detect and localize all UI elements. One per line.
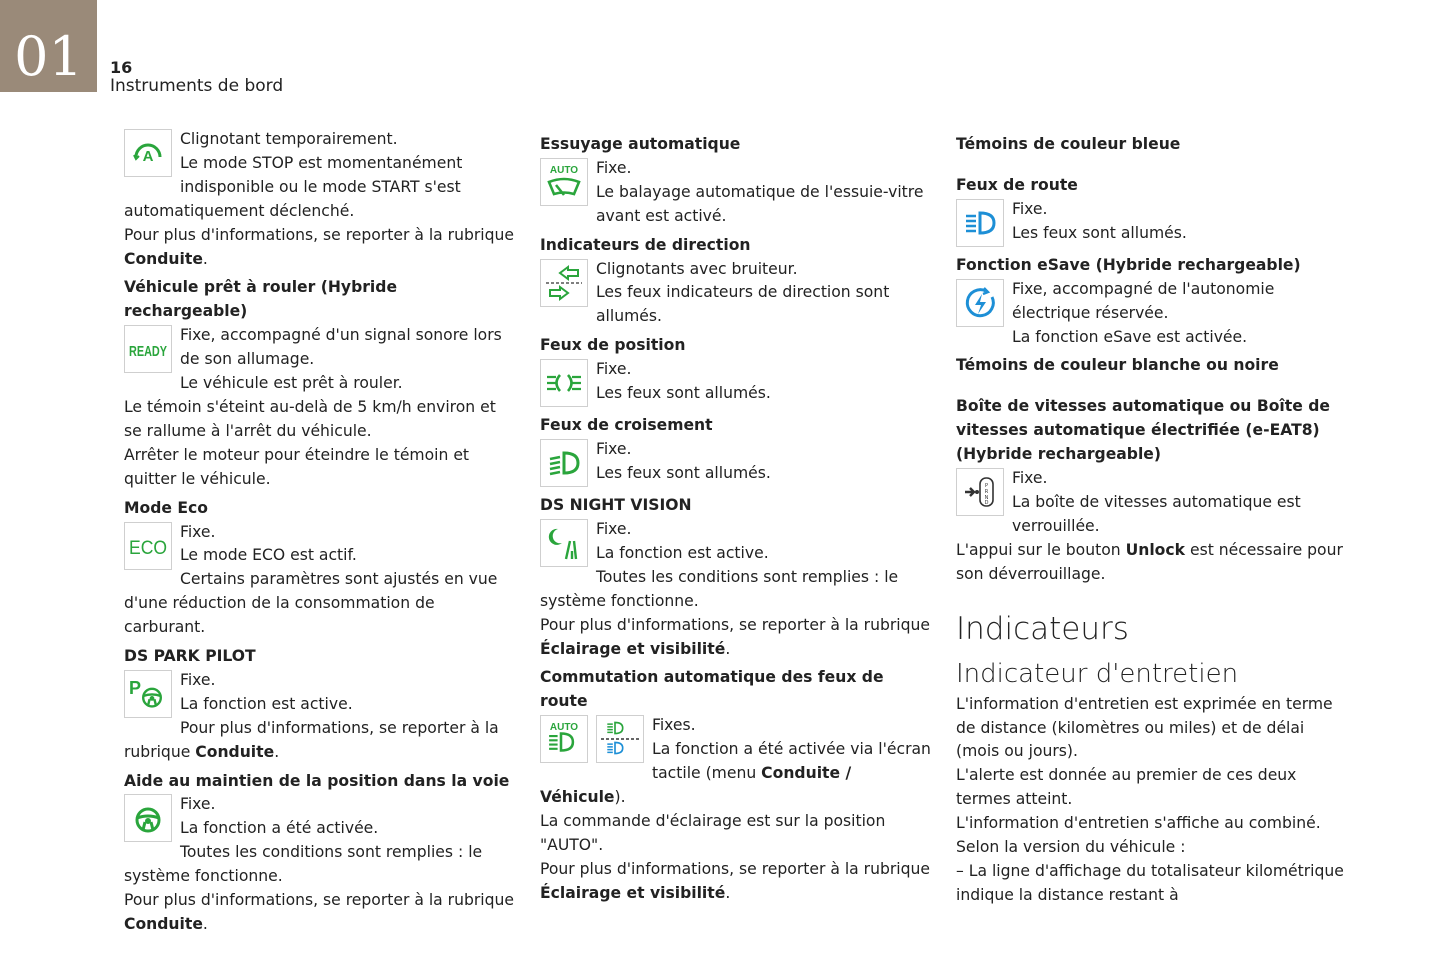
text: Pour plus d'informations, se reporter à la rubrique [540, 615, 930, 634]
paragraph [540, 518, 932, 542]
indicator-entry [956, 693, 1348, 908]
paragraph [540, 438, 932, 462]
paragraph [124, 793, 516, 817]
page-number: 16 [110, 58, 133, 77]
bold-reference: Éclairage et visibilité [540, 639, 726, 658]
section-heading: DS NIGHT VISION [540, 496, 692, 515]
text: Fixe, accompagné de l'autonomie électrique réservée. [1012, 279, 1275, 322]
text: Fixe. [596, 519, 632, 538]
indicator-entry [956, 278, 1348, 350]
paragraph [124, 324, 516, 372]
text: Les feux sont allumés. [596, 463, 771, 482]
indicator-entry [124, 324, 516, 491]
chapter-heading: Indicateurs [956, 610, 1129, 647]
indicator-entry [540, 258, 932, 330]
text: . [202, 249, 208, 268]
paragraph [956, 222, 1348, 246]
section-heading: Boîte de vitesses automatique ou Boîte de vitesses automatique électrifiée (e-EAT8) (Hybride rechargeable) [956, 397, 1330, 464]
subsection-heading: Indicateur d'entretien [956, 658, 1239, 689]
text: Fixe, accompagné d'un signal sonore lors de son allumage. [180, 326, 502, 369]
text: Toutes les conditions sont remplies : le système fonctionne. [124, 843, 483, 886]
text: Pour plus d'informations, se reporter à la rubrique [540, 859, 930, 878]
text: . [725, 639, 731, 658]
text: Pour plus d'informations, se reporter à la rubrique [124, 891, 514, 910]
spacer [956, 378, 1348, 390]
section-heading: Essuyage automatique [540, 135, 741, 153]
text: La commande d'éclairage est sur la position "AUTO". [540, 811, 886, 854]
indicator-entry [124, 224, 516, 272]
column-1 [124, 128, 516, 937]
text: Toutes les conditions sont remplies : le système fonctionne. [540, 567, 899, 610]
text: Fixe. [1012, 469, 1048, 488]
svg-text:N: N [984, 495, 989, 502]
section-heading: Mode Eco [124, 498, 209, 517]
auto-stop-start-icon [124, 129, 172, 177]
indicator-entry [540, 358, 932, 409]
bold-reference: Unlock [1125, 540, 1186, 559]
text: Le véhicule est prêt à rouler. [180, 374, 403, 393]
paragraph [956, 860, 1348, 908]
text: Les feux sont allumés. [596, 384, 771, 403]
text: Le mode STOP est momentanément indisponible ou le mode START s'est automatiquement déclenché. [124, 153, 463, 220]
paragraph [540, 542, 932, 566]
esave-icon [956, 279, 1004, 327]
paragraph [124, 568, 516, 640]
park-pilot-icon [124, 670, 172, 718]
paragraph [956, 764, 1348, 812]
indicator-entry [540, 714, 932, 905]
bold-reference: Éclairage et visibilité [540, 883, 726, 902]
indicator-entry [956, 467, 1348, 587]
text: Clignotant temporairement. [180, 130, 398, 148]
text: Fixe. [596, 440, 632, 459]
paragraph [540, 281, 932, 329]
text: Fixe. [1012, 199, 1048, 218]
paragraph [956, 198, 1348, 222]
section-heading: DS PARK PILOT [124, 647, 256, 666]
paragraph [540, 566, 932, 614]
text: La fonction a été activée via l'écran tactile (menu [652, 740, 931, 783]
night-vision-icon [540, 519, 588, 567]
section-heading: Fonction eSave (Hybride rechargeable) [956, 255, 1301, 274]
bold-reference: Conduite [195, 742, 275, 761]
bold-reference: Conduite / Véhicule [540, 764, 852, 806]
text: Le témoin s'éteint au-delà de 5 km/h environ et se rallume à l'arrêt du véhicule. [124, 397, 496, 440]
ready-icon [124, 325, 172, 373]
column-2 [540, 128, 932, 905]
svg-text:ECO: ECO [129, 537, 167, 559]
section-heading: Feux de croisement [540, 416, 713, 435]
text: La fonction est active. [180, 694, 353, 713]
text: L'information d'entretien est exprimée en terme de distance (kilomètres ou miles) et de délai (mois ou jours). [956, 694, 1333, 761]
paragraph [956, 278, 1348, 326]
paragraph [540, 382, 932, 406]
direction-indicators-icon [540, 259, 588, 307]
spacer [956, 157, 1348, 169]
position-lights-icon [540, 359, 588, 407]
column-3 [956, 128, 1348, 908]
paragraph [540, 810, 932, 858]
indicator-entry [540, 157, 932, 229]
text: . [274, 742, 280, 761]
text: – La ligne d'affichage du totalisateur kilométrique indique la distance restant à [956, 861, 1344, 904]
paragraph [124, 669, 516, 693]
section-heading: Témoins de couleur blanche ou noire [956, 356, 1279, 375]
indicator-entry [540, 518, 932, 661]
paragraph [124, 817, 516, 841]
paragraph [124, 841, 516, 889]
paragraph [956, 326, 1348, 350]
indicator-entry [124, 521, 516, 641]
text: Les feux sont allumés. [1012, 223, 1187, 242]
text: Arrêter le moteur pour éteindre le témoin et quitter le véhicule. [124, 445, 470, 488]
text: Pour plus d'informations, se reporter à la rubrique [124, 718, 499, 761]
text: La fonction a été activée. [180, 819, 379, 838]
text: Selon la version du véhicule : [956, 838, 1186, 857]
text: . [202, 915, 208, 933]
paragraph [124, 444, 516, 492]
paragraph [540, 858, 932, 906]
paragraph [540, 181, 932, 229]
svg-text:P: P [129, 677, 142, 698]
paragraph [124, 693, 516, 717]
indicator-entry [124, 128, 516, 224]
paragraph [540, 258, 932, 282]
section-title: Instruments de bord [110, 76, 284, 96]
dipped-beam-icon [540, 439, 588, 487]
section-heading: Feux de position [540, 336, 686, 355]
paragraph [956, 693, 1348, 765]
paragraph [124, 396, 516, 444]
text: La boîte de vitesses automatique est verrouillée. [1012, 492, 1301, 535]
svg-text:READY: READY [129, 343, 167, 361]
paragraph [956, 539, 1348, 587]
paragraph [540, 462, 932, 486]
indicator-entry [540, 438, 932, 489]
chapter-badge [0, 0, 97, 92]
paragraph [540, 358, 932, 382]
text: L'information d'entretien s'affiche au combiné. [956, 814, 1321, 833]
paragraph [124, 521, 516, 545]
main-beam-icon [956, 199, 1004, 247]
paragraph [124, 717, 516, 765]
text: Le balayage automatique de l'essuie-vitre avant est activé. [596, 182, 924, 225]
section-heading: Feux de route [956, 175, 1078, 194]
text: La fonction est active. [596, 543, 769, 562]
auto-wiper-icon [540, 158, 588, 206]
svg-text:P: P [984, 483, 989, 490]
paragraph [540, 614, 932, 662]
bold-reference: Conduite [124, 915, 203, 933]
paragraph [540, 157, 932, 181]
eco-icon [124, 522, 172, 570]
text: Les feux indicateurs de direction sont allumés. [596, 283, 890, 326]
text: L'appui sur le bouton [956, 540, 1126, 559]
paragraph [124, 372, 516, 396]
text: Certains paramètres sont ajustés en vue d'une réduction de la consommation de carburant. [124, 570, 498, 637]
paragraph [956, 836, 1348, 860]
svg-text:D: D [984, 500, 989, 507]
section-heading: Véhicule prêt à rouler (Hybride rechargeable) [124, 278, 398, 321]
text: est nécessaire pour son déverrouillage. [956, 540, 1343, 583]
text: L'alerte est donnée au premier de ces deux termes atteint. [956, 766, 1297, 809]
text: Le mode ECO est actif. [180, 546, 357, 565]
section-heading: Indicateurs de direction [540, 235, 751, 254]
text: Clignotants avec bruiteur. [596, 259, 798, 278]
paragraph [124, 544, 516, 568]
section-heading: Aide au maintien de la position dans la voie [124, 771, 510, 790]
text: Fixe. [180, 522, 216, 541]
text: Pour plus d'informations, se reporter à la rubrique [124, 225, 514, 244]
main-beam-switch-icon [596, 715, 644, 763]
svg-text:AUTO: AUTO [549, 164, 579, 176]
text: . [725, 883, 731, 902]
indicator-entry [124, 669, 516, 765]
paragraph [124, 224, 516, 272]
paragraph [124, 152, 516, 224]
chapter-number: 01 [14, 25, 83, 88]
text: ). [614, 787, 626, 806]
auto-main-beam-icon [540, 715, 588, 763]
section-heading: Commutation automatique des feux de route [540, 668, 884, 711]
paragraph [956, 812, 1348, 836]
text: Fixes. [652, 716, 696, 735]
paragraph [956, 467, 1348, 491]
paragraph [124, 128, 516, 152]
svg-text:R: R [984, 489, 989, 496]
text: La fonction eSave est activée. [1012, 327, 1248, 346]
text: Fixe. [180, 795, 216, 814]
svg-text:A: A [142, 148, 154, 165]
paragraph [124, 889, 516, 937]
bold-reference: Conduite [124, 249, 203, 268]
section-heading: Témoins de couleur bleue [956, 135, 1181, 153]
indicator-entry [124, 793, 516, 936]
gearbox-lock-icon [956, 468, 1004, 516]
text: Fixe. [596, 158, 632, 177]
paragraph [956, 491, 1348, 539]
steering-wheel-icon [124, 794, 172, 842]
indicator-entry [956, 198, 1348, 249]
svg-text:AUTO: AUTO [549, 722, 579, 734]
text: Fixe. [180, 670, 216, 689]
text: Fixe. [596, 360, 632, 379]
